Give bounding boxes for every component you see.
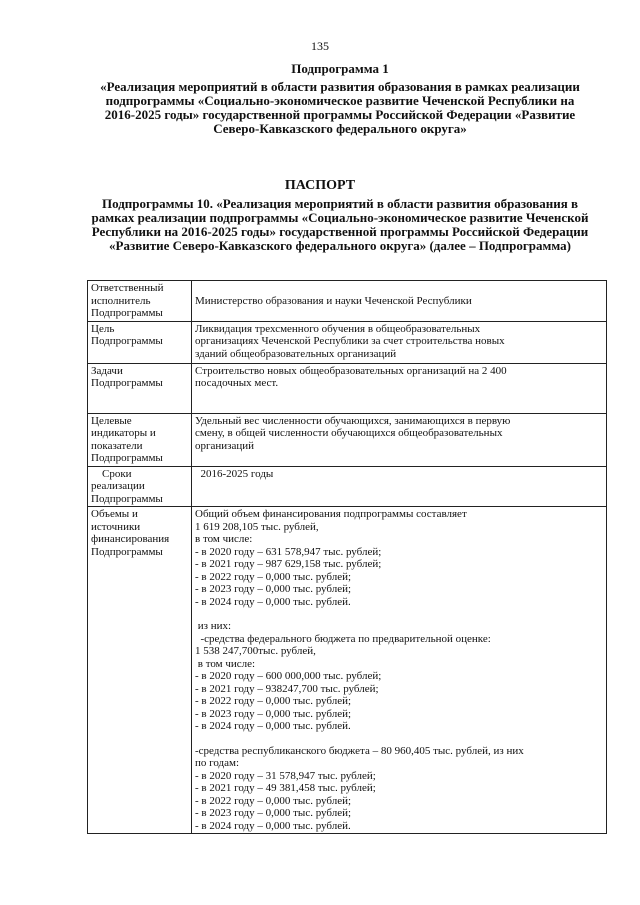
spacer <box>195 733 603 745</box>
funding-total-year: - в 2023 году – 0,000 тыс. рублей; <box>195 583 352 595</box>
row-value-indicators: Удельный вес численности обучающихся, занимающихся в первую смену, в общей численности обучающихся общеобразовательных организаций <box>192 413 607 466</box>
row-label-indicators: Целевые индикаторы и показатели Подпрограммы <box>88 413 192 466</box>
regional-year: - в 2021 году – 49 381,458 тыс. рублей; <box>195 782 376 794</box>
passport-subtitle: Подпрограммы 10. «Реализация мероприятий в области развития образования в рамках реализации подпрограммы «Социально-экономическое развитие Чеченской Республики на 2016-2025 годы» государственной программы Российской Федерации «Развитие Северо-Кавказского федерального округа» (далее – Подпрограмма) <box>91 196 589 253</box>
federal-year: - в 2022 году – 0,000 тыс. рублей; <box>195 695 352 707</box>
regional-year: - в 2024 году – 0,000 тыс. рублей. <box>195 819 351 832</box>
regional-intro: -средства республиканского бюджета – 80 960,405 тыс. рублей, из них <box>195 744 524 757</box>
row-label-terms: Сроки реализации Подпрограммы <box>88 466 192 507</box>
federal-year: - в 2024 году – 0,000 тыс. рублей. <box>195 720 351 732</box>
row-value-executor: Министерство образования и науки Чеченской Республики <box>192 281 607 322</box>
row-value-funding <box>192 507 607 834</box>
row-value-goal: Ликвидация трехсменного обучения в общеобразовательных организациях Чеченской Республики за счет строительства новых зданий общеобразовательных организаций <box>192 321 607 363</box>
federal-amount: 1 538 247,700тыс. рублей, <box>195 645 316 657</box>
table-row <box>88 413 607 466</box>
subprogram-number: Подпрограмма 1 <box>291 61 389 76</box>
table-row <box>88 507 607 834</box>
row-label-goal: Цель Подпрограммы <box>88 321 192 363</box>
federal-year: - в 2020 году – 600 000,000 тыс. рублей; <box>195 670 382 682</box>
federal-including: в том числе: <box>195 657 256 670</box>
funding-total-text: Общий объем финансирования подпрограммы составляет <box>195 508 467 520</box>
funding-total-year: - в 2021 году – 987 629,158 тыс. рублей; <box>195 558 382 570</box>
federal-year: - в 2021 году – 938247,700 тыс. рублей; <box>195 682 379 695</box>
row-label-funding: Объемы и источники финансирования Подпрограммы <box>88 507 192 834</box>
regional-by-years: по годам: <box>195 757 240 769</box>
federal-intro: -средства федерального бюджета по предварительной оценке: <box>195 632 491 645</box>
funding-total-year: - в 2020 году – 631 578,947 тыс. рублей; <box>195 545 382 558</box>
funding-total-amount: 1 619 208,105 тыс. рублей, <box>195 520 319 533</box>
regional-year: - в 2020 году – 31 578,947 тыс. рублей; <box>195 769 376 782</box>
funding-total-year: - в 2022 году – 0,000 тыс. рублей; <box>195 570 352 583</box>
regional-year: - в 2023 году – 0,000 тыс. рублей; <box>195 807 352 819</box>
funding-including: в том числе: <box>195 533 253 545</box>
federal-year: - в 2023 году – 0,000 тыс. рублей; <box>195 707 352 720</box>
subprogram-title: «Реализация мероприятий в области развития образования в рамках реализации подпрограммы «Социально-экономическое развитие Чеченской Республики на 2016-2025 годы» государственной программы Российской Федерации «Развитие Северо-Кавказского федерального округа» <box>100 79 580 136</box>
table-row <box>88 281 607 322</box>
table-row <box>88 363 607 413</box>
passport-title: ПАСПОРТ <box>284 178 356 193</box>
spacer <box>195 608 603 620</box>
table-row <box>88 321 607 363</box>
funding-total-year: - в 2024 году – 0,000 тыс. рублей. <box>195 595 351 608</box>
regional-year: - в 2022 году – 0,000 тыс. рублей; <box>195 794 352 807</box>
row-value-terms: 2016-2025 годы <box>192 466 607 507</box>
passport-table <box>87 280 607 834</box>
page-number: 135 <box>311 39 329 53</box>
federal-intro: из них: <box>195 620 232 632</box>
table-row <box>88 466 607 507</box>
row-label-executor: Ответственный исполнитель Подпрограммы <box>88 281 192 322</box>
row-value-tasks: Строительство новых общеобразовательных организаций на 2 400 посадочных мест. <box>192 363 607 413</box>
row-label-tasks: Задачи Подпрограммы <box>88 363 192 413</box>
